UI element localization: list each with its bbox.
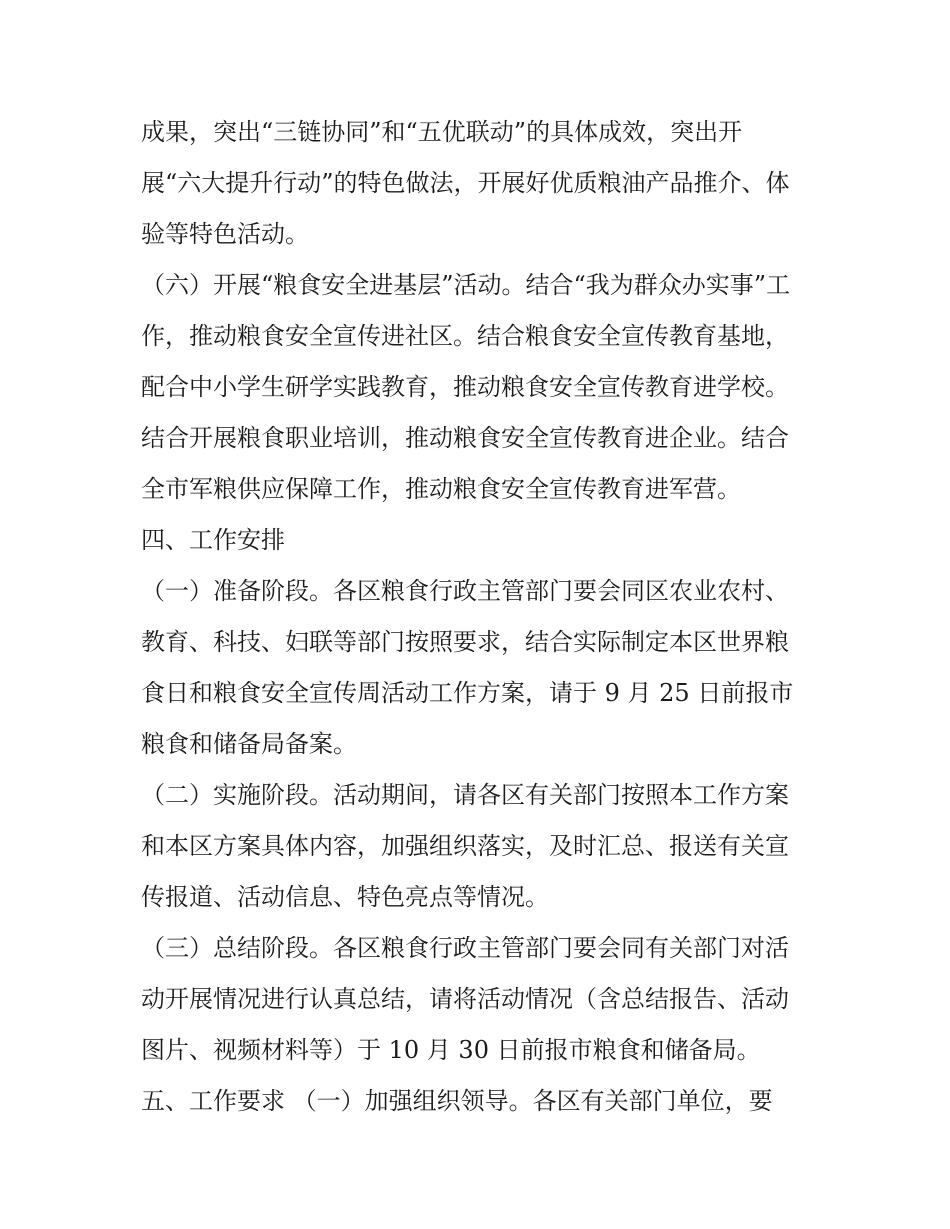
text-line: （一）准备阶段。各区粮食行政主管部门要会同区农业农村、 [141,577,789,605]
text-line: 展“六大提升行动”的特色做法，开展好优质粮油产品推介、体 [141,169,790,197]
text-line: （二）实施阶段。活动期间，请各区有关部门按照本工作方案 [141,781,789,809]
text-line: 动开展情况进行认真总结，请将活动情况（含总结报告、活动 [141,985,789,1013]
text-line: （六）开展“粮食安全进基层”活动。结合“我为群众办实事”工 [141,271,791,299]
text-line: 作，推动粮食安全宣传进社区。结合粮食安全宣传教育基地， [141,322,789,350]
text-line: （三）总结阶段。各区粮食行政主管部门要会同有关部门对活 [141,934,789,962]
text-line: 传报道、活动信息、特色亮点等情况。 [141,883,549,911]
text-line: 验等特色活动。 [141,220,309,248]
text-line: 和本区方案具体内容，加强组织落实，及时汇总、报送有关宣 [141,832,789,860]
text-line: 全市军粮供应保障工作，推动粮食安全宣传教育进军营。 [141,475,741,503]
document-body [141,107,821,1127]
section-heading: 四、工作安排 [141,526,285,554]
text-line: 图片、视频材料等）于 10 月 30 日前报市粮食和储备局。 [141,1036,761,1064]
text-line: 教育、科技、妇联等部门按照要求，结合实际制定本区世界粮 [141,628,789,656]
text-line: 粮食和储备局备案。 [141,730,357,758]
text-line: 配合中小学生研学实践教育，推动粮食安全宣传教育进学校。 [141,373,789,401]
text-line: 结合开展粮食职业培训，推动粮食安全宣传教育进企业。结合 [141,424,789,452]
text-line: 成果，突出“三链协同”和“五优联动”的具体成效，突出开 [141,118,743,146]
section-heading: 五、工作要求 （一）加强组织领导。各区有关部门单位，要 [141,1087,773,1115]
text-line: 食日和粮食安全宣传周活动工作方案，请于 9 月 25 日前报市 [141,679,794,707]
